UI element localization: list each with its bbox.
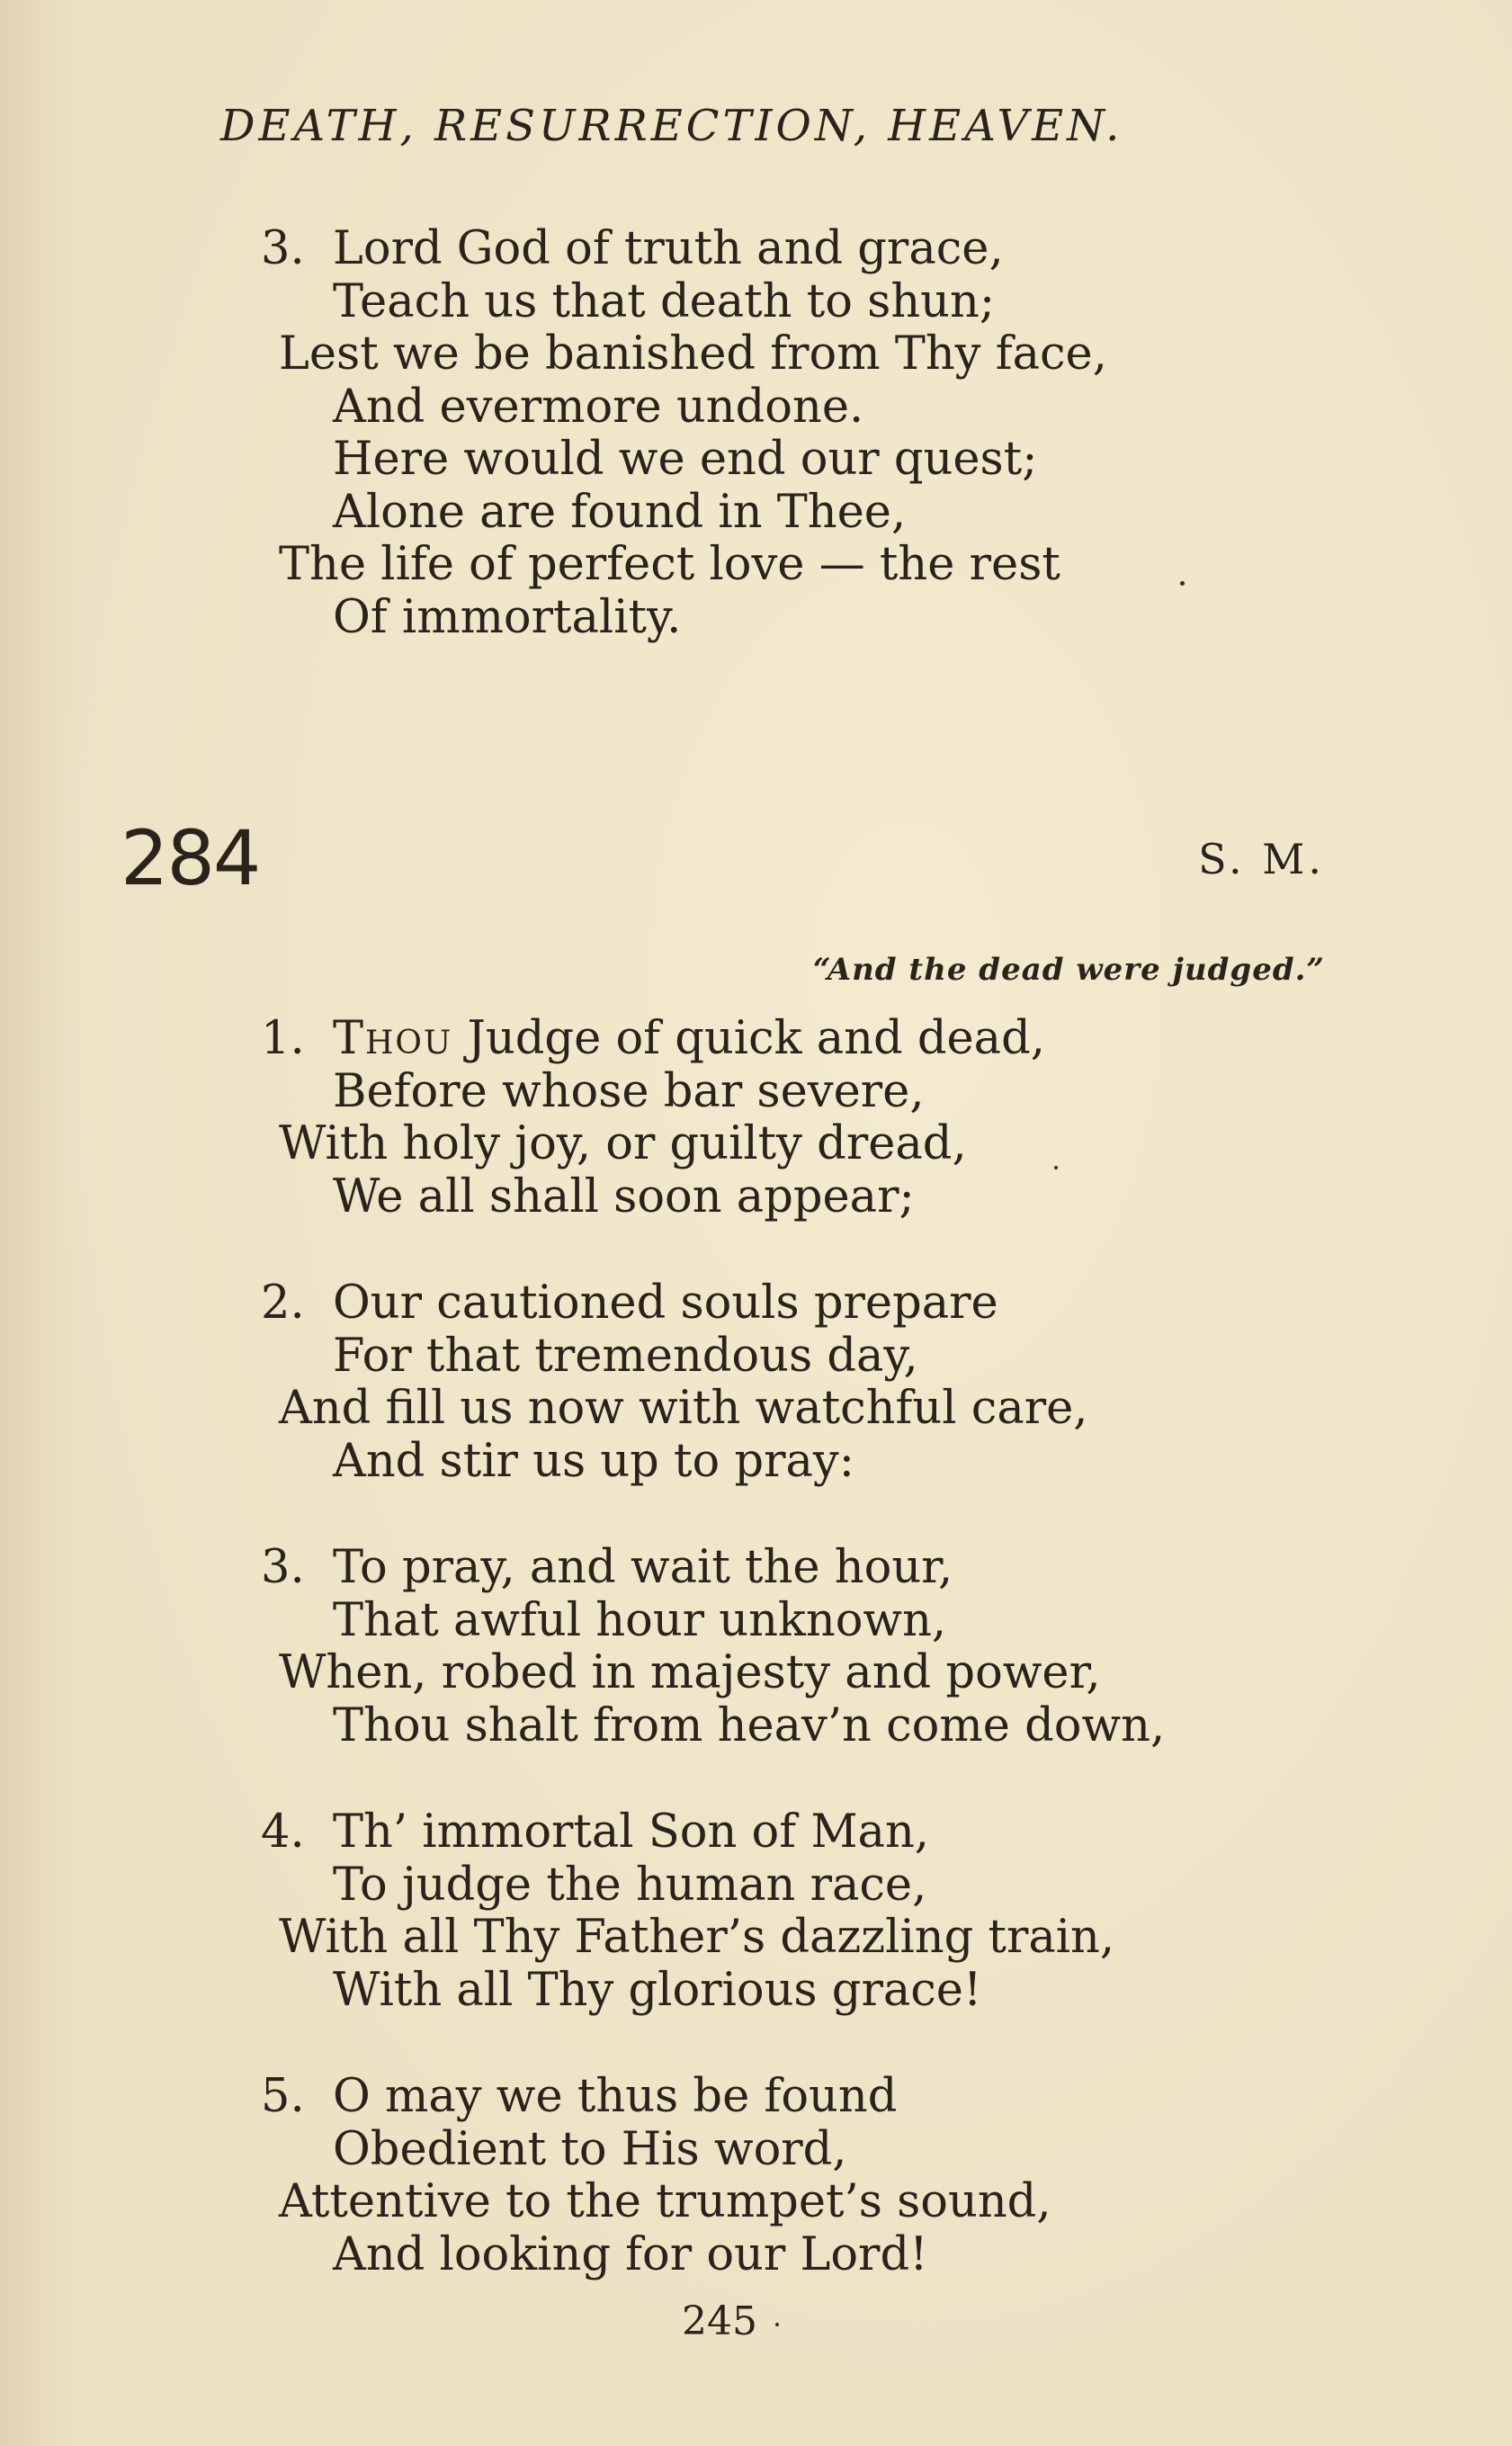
- stanza-line: 3. Lord God of truth and grace,: [261, 222, 1004, 275]
- stanza-number: 3.: [261, 1541, 305, 1594]
- stanza-line: And fill us now with watchful care,: [279, 1382, 1088, 1435]
- stanza-line: Teach us that death to shun;: [333, 274, 996, 328]
- stanza-line: Lest we be banished from Thy face,: [279, 327, 1107, 381]
- paper-speck: [1054, 1166, 1058, 1169]
- stanza-number: 5.: [261, 2070, 305, 2123]
- stanza-line: 1. Thou Judge of quick and dead,: [261, 1012, 1045, 1065]
- paper-speck: [775, 2323, 779, 2326]
- stanza-line: Here would we end our quest;: [333, 433, 1038, 486]
- stanza-1: [261, 1013, 1045, 1223]
- stanza-2: [261, 1277, 1088, 1488]
- paper-speck: [1180, 581, 1185, 586]
- stanza-line: And stir us up to pray:: [333, 1434, 854, 1488]
- stanza-line: Before whose bar severe,: [333, 1064, 925, 1118]
- stanza-line: 3. To pray, and wait the hour,: [261, 1541, 953, 1594]
- stanza-5: [261, 2071, 1051, 2281]
- page-number: 245: [682, 2298, 757, 2344]
- stanza-number: 4.: [261, 1805, 305, 1859]
- continued-stanza: [261, 223, 1107, 644]
- stanza-line: When, robed in majesty and power,: [279, 1646, 1101, 1699]
- stanza-3: [261, 1542, 1165, 1752]
- hymn-epigraph: “And the dead were judged.”: [812, 952, 1325, 988]
- stanza-line: Attentive to the trumpet’s sound,: [279, 2175, 1051, 2228]
- stanza-line: With all Thy glorious grace!: [333, 1963, 982, 2017]
- stanza-line: And looking for our Lord!: [333, 2227, 928, 2281]
- stanza-line: And evermore undone.: [333, 380, 864, 434]
- stanza-line: 5. O may we thus be found: [261, 2070, 898, 2123]
- stanza-4: [261, 1806, 1114, 2017]
- stanza-line: Obedient to His word,: [333, 2122, 847, 2176]
- stanza-number: 3.: [261, 222, 305, 275]
- stanza-line: We all shall soon appear;: [333, 1169, 915, 1223]
- stanza-line: With holy joy, or guilty dread,: [279, 1117, 967, 1170]
- first-word: Thou: [333, 1012, 453, 1065]
- stanza-line: That awful hour unknown,: [333, 1593, 947, 1647]
- stanza-line: Thou shalt from heav’n come down,: [333, 1698, 1166, 1752]
- stanza-line: 2. Our cautioned souls prepare: [261, 1277, 998, 1330]
- stanza-line: To judge the human race,: [333, 1858, 927, 1912]
- hymn-meter: S. M.: [1198, 835, 1325, 883]
- stanza-number: 1.: [261, 1012, 305, 1065]
- hymn-number: 284: [121, 814, 260, 902]
- stanza-line: Of immortality.: [333, 590, 682, 644]
- stanza-line: 4. Th’ immortal Son of Man,: [261, 1805, 929, 1859]
- stanza-line: For that tremendous day,: [333, 1329, 918, 1383]
- running-head: DEATH, RESURRECTION, HEAVEN.: [220, 101, 1123, 151]
- stanza-line: With all Thy Father’s dazzling train,: [279, 1911, 1115, 1964]
- stanza-line: Alone are found in Thee,: [333, 485, 907, 539]
- stanza-line: The life of perfect love — the rest: [279, 538, 1060, 591]
- stanza-number: 2.: [261, 1277, 305, 1330]
